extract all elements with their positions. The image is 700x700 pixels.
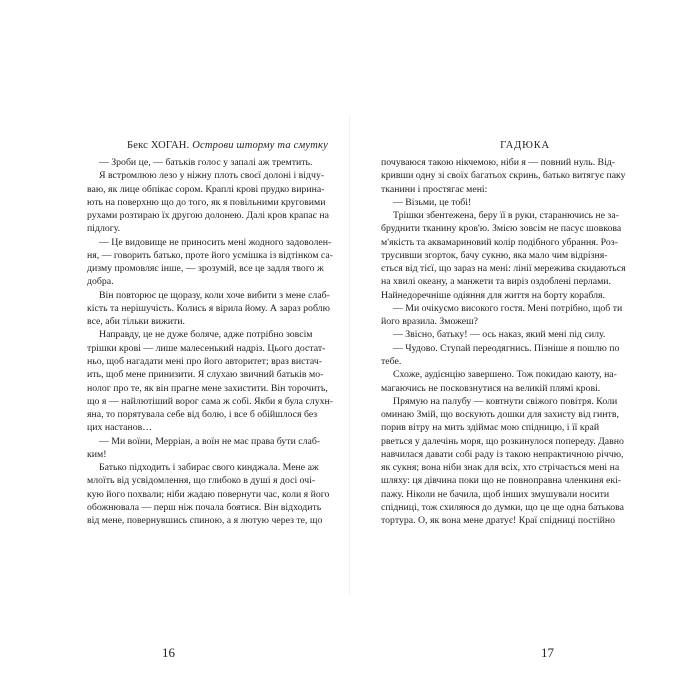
text-line: добра. xyxy=(87,276,114,288)
text-line: тортура. О, як вона мене дратує! Краї спідниці постійно xyxy=(381,515,616,527)
text-line: нолог про те, як він прагне мене захистити. Він торочить, xyxy=(87,382,328,394)
text-line: яна, то порятувала себе від болю, і все б обійшлося без xyxy=(87,409,318,421)
header-book-title: Острови шторму та смутку xyxy=(192,140,328,151)
text-line: його вразила. Зможеш? xyxy=(381,316,479,328)
text-line: цих настанов… xyxy=(87,422,153,434)
text-line: на хвилі океану, а манжети та виріз оздоблені перлами. xyxy=(381,276,612,288)
text-line: ють на поверхню що до того, як я повільними круговими xyxy=(87,196,326,208)
text-line: — Ми очікуємо високого гостя. Мені потрібно, щоб ти xyxy=(393,302,623,314)
left-page-text xyxy=(87,156,334,527)
text-line: шляху: ця дівчина поки що не повноправна членкиня екі- xyxy=(381,475,622,487)
text-line: навчилася давати собі раду із такою непрактичною річчю, xyxy=(381,448,624,460)
text-line: спідниці, тож схиляюся до думки, що це ще одна батькова xyxy=(381,501,624,513)
text-line: трусивши згорток, бачу сукню, яка мало чим відрізня- xyxy=(381,249,608,261)
text-line: млоїть від усвідомлення, що глибоко в душі я досі очі- xyxy=(87,475,316,487)
text-line: Я встромлюю лезо у ніжну плоть своєї долоні і відчу- xyxy=(99,170,325,182)
text-line: оминаю Змій, що воскують дошки для захисту від гинтв, xyxy=(381,409,619,421)
text-line: що я — найлютіший ворог сама ж собі. Якби я була слухн- xyxy=(87,395,334,407)
right-page xyxy=(350,0,700,700)
running-header-left xyxy=(127,140,328,151)
text-line: як сукня; вона ніби знак для всіх, хто стрічається мені на xyxy=(381,462,620,474)
text-line: тебе. xyxy=(381,355,402,367)
text-line: Прямую на палубу — ковтнути свіжого повітря. Коли xyxy=(393,395,618,407)
text-line: трішки крові — лише малесенький надріз. Цього достат- xyxy=(87,342,326,354)
text-line: — Ми воїни, Мерріан, а воїн не має права бути слаб- xyxy=(99,435,321,447)
text-line: порив вітру на мить здіймає мою спідницю, і її край xyxy=(381,422,600,434)
text-line: від мене, повернувшись спиною, а я лютую через те, що xyxy=(87,515,323,527)
text-line: бруднити тканину кров'ю. Змією зовсім не пасує шовкова xyxy=(381,223,622,235)
text-line: ваю, як лице обпікає сором. Краплі крові прудко вирина- xyxy=(87,183,325,195)
text-line: ня, — говорить батько, проте його усмішка із відтінком са- xyxy=(87,249,333,261)
right-page-text xyxy=(381,156,626,527)
text-line: Схоже, аудієнцію завершено. Тож покидаю каюту, на- xyxy=(393,369,617,381)
page-number-left: 16 xyxy=(162,645,175,660)
text-line: м'якість та аквамариновий колір подібного убрання. Роз- xyxy=(381,236,618,248)
text-line: підлогу. xyxy=(87,223,121,235)
text-line: рветься у далечінь моря, що розкинулося попереду. Давно xyxy=(381,435,624,447)
text-line: все, аби тільки вижити. xyxy=(87,316,185,328)
text-line: тканини і простягає мені: xyxy=(381,183,488,195)
text-line: Направду, це не дуже боляче, адже потрібно зовсім xyxy=(99,329,313,341)
text-line: — Це видовище не приносить мені жодного задоволен- xyxy=(99,236,332,248)
text-line: — Візьми, це тобі! xyxy=(393,196,472,208)
text-line: Найнедоречніше одіяння для життя на борту корабля. xyxy=(381,289,605,301)
text-line: почуваюся такою нікчемою, ніби я — повний нуль. Від- xyxy=(381,157,616,168)
text-line: кривши одну зі своїх багатьох скринь, батько витягує паку xyxy=(381,170,626,182)
text-line: — Звісно, батьку! — ось наказ, який мені під силу. xyxy=(393,329,606,341)
text-line: ється від тієї, що зараз на мені: лінії мережива скидаються xyxy=(381,263,626,275)
text-line: ить, щоб мене принизити. Я слухаю звичний батьків мо- xyxy=(87,369,324,381)
text-line: дизму промовляє інше, — зрозумій, все це задля твого ж xyxy=(87,263,324,275)
text-line: пажу. Ніколи не бачила, щоб інших змушували носити xyxy=(381,488,610,500)
text-line: ньо, щоб нагадати мені про його авторитет; враз вистач- xyxy=(87,355,323,367)
text-line: магаючись не посковзнутися на великій плямі крові. xyxy=(381,382,601,394)
text-line: — Чудово. Ступай переодягнись. Пізніше я пошлю по xyxy=(393,342,620,354)
text-line: кую його похвали; ніби жадаю повернути час, коли я його xyxy=(87,488,330,500)
page-number-right: 17 xyxy=(541,645,554,660)
text-line: Батько підходить і забирає свого кинджала. Мене аж xyxy=(99,462,319,474)
text-line: ким! xyxy=(87,448,107,460)
text-line: Він повторює це щоразу, коли хоче вибити з мене слаб- xyxy=(99,289,330,301)
text-line: — Зроби це, — батьків голос у запалі аж тремтить. xyxy=(99,157,313,168)
text-line: Трішки збентежена, беру її в руки, старанючись не за- xyxy=(393,210,619,222)
text-line: рухами розтираю їх другою долонею. Далі кров крапає на xyxy=(87,210,329,222)
text-line: кість та нерішучість. Колись я вірила йому. А зараз роблю xyxy=(87,302,330,314)
header-author: Бекс ХОГАН. xyxy=(127,140,190,151)
text-line: обожнювала — перш ніж почала боятися. Він відходить xyxy=(87,501,322,513)
running-header-right: ГАДЮКА xyxy=(500,140,550,151)
